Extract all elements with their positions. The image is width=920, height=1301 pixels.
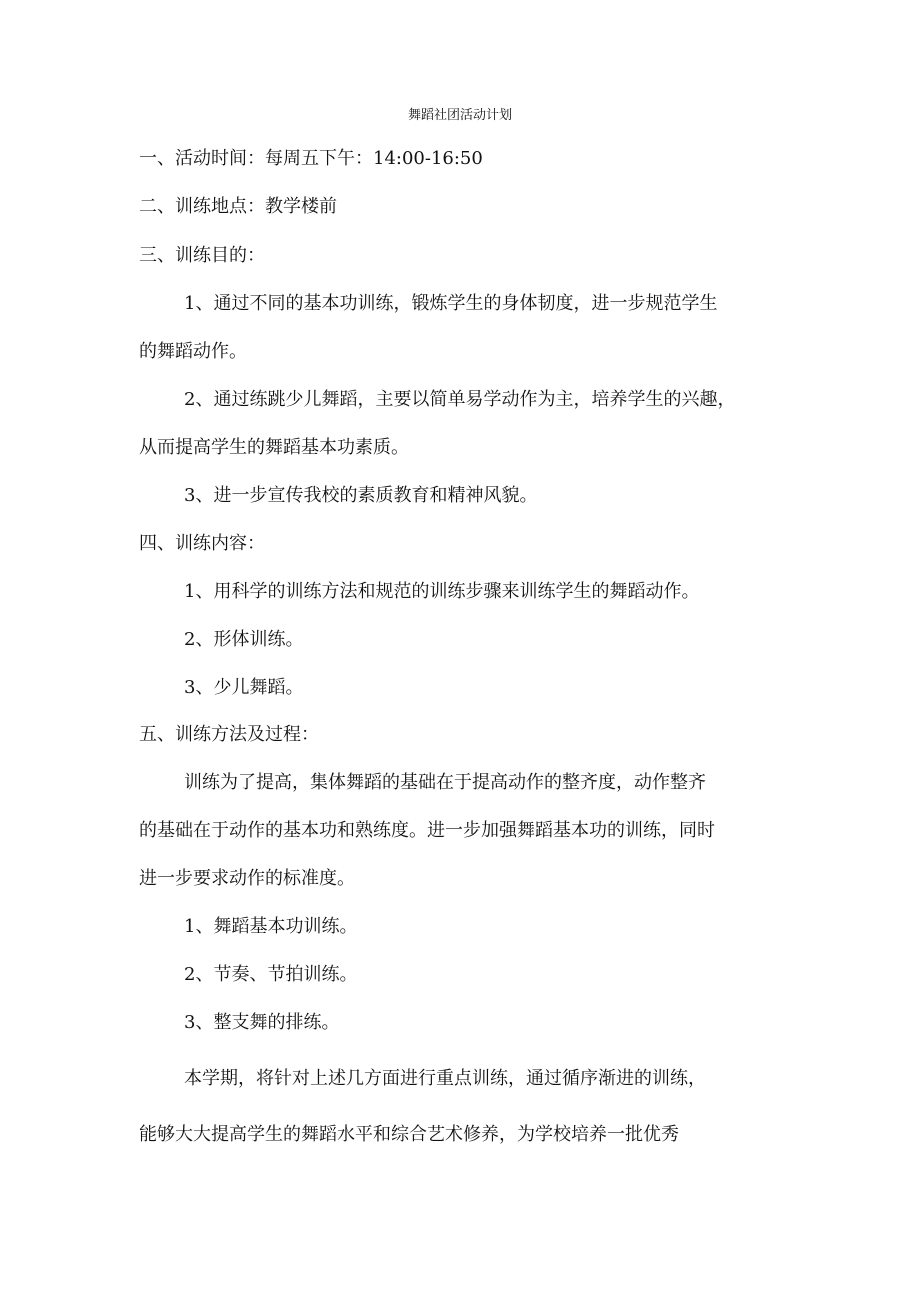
closing-paragraph-line-1: 本学期，将针对上述几方面进行重点训练，通过循序渐进的训练， bbox=[184, 1068, 706, 1089]
section-training-content: 四、训练内容： bbox=[139, 533, 265, 554]
section-activity-time: 一、活动时间：每周五下午：14:00-16:50 bbox=[139, 148, 483, 169]
purpose-item-3: 3、进一步宣传我校的素质教育和精神风貌。 bbox=[184, 485, 538, 506]
section-training-location: 二、训练地点：教学楼前 bbox=[139, 196, 337, 217]
method-item-1: 1、舞蹈基本功训练。 bbox=[184, 916, 358, 937]
method-paragraph-line-3: 进一步要求动作的标准度。 bbox=[139, 868, 355, 889]
section-training-method: 五、训练方法及过程： bbox=[139, 724, 319, 745]
method-paragraph-line-2: 的基础在于动作的基本功和熟练度。进一步加强舞蹈基本功的训练，同时 bbox=[139, 820, 715, 841]
document-title: 舞蹈社团活动计划 bbox=[407, 108, 512, 123]
method-paragraph-line-1: 训练为了提高，集体舞蹈的基础在于提高动作的整齐度，动作整齐 bbox=[184, 772, 706, 793]
purpose-item-2-line-1: 2、通过练跳少儿舞蹈，主要以简单易学动作为主，培养学生的兴趣， bbox=[184, 389, 736, 410]
content-item-2: 2、形体训练。 bbox=[184, 629, 304, 650]
method-item-2: 2、节奏、节拍训练。 bbox=[184, 964, 358, 985]
closing-paragraph-line-2: 能够大大提高学生的舞蹈水平和综合艺术修养，为学校培养一批优秀 bbox=[139, 1124, 679, 1145]
purpose-item-2-line-2: 从而提高学生的舞蹈基本功素质。 bbox=[139, 437, 409, 458]
content-item-1: 1、用科学的训练方法和规范的训练步骤来训练学生的舞蹈动作。 bbox=[184, 581, 700, 602]
method-item-3: 3、整支舞的排练。 bbox=[184, 1012, 340, 1033]
section-training-purpose: 三、训练目的： bbox=[139, 245, 265, 266]
purpose-item-1-line-1: 1、通过不同的基本功训练，锻炼学生的身体韧度，进一步规范学生 bbox=[184, 293, 718, 314]
purpose-item-1-line-2: 的舞蹈动作。 bbox=[139, 341, 247, 362]
content-item-3: 3、少儿舞蹈。 bbox=[184, 677, 304, 698]
